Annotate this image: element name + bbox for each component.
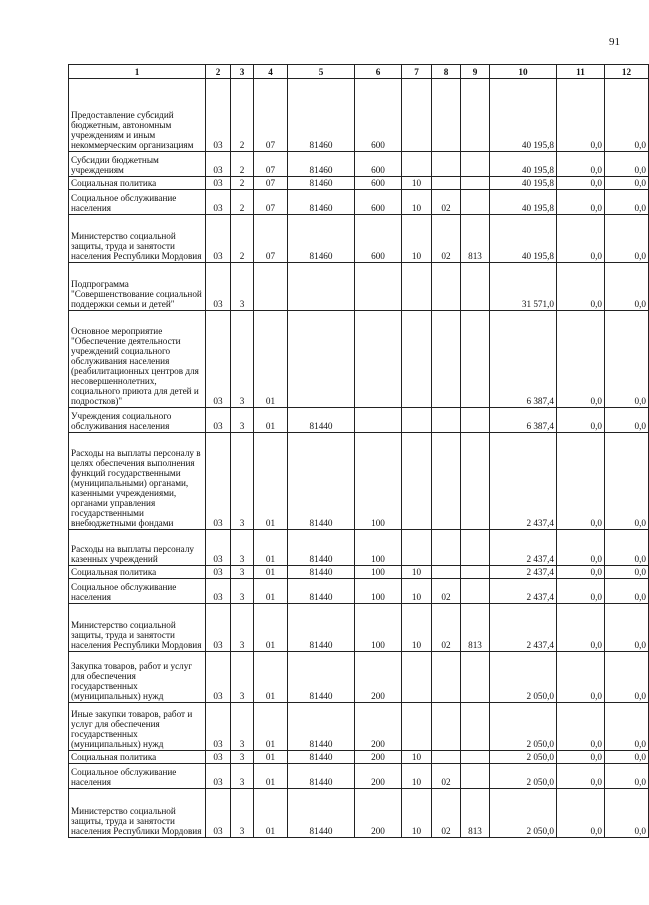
cell-col-2: 03 xyxy=(206,751,231,764)
cell-col-9 xyxy=(461,652,490,703)
cell-col-9: 813 xyxy=(461,604,490,652)
cell-col-5: 81460 xyxy=(288,177,355,190)
cell-col-8 xyxy=(432,79,461,152)
row-name-cell: Предоставление субсидий бюджетным, автономным учреждениям и иным некоммерческим организациям xyxy=(69,79,206,152)
table-row xyxy=(69,530,649,566)
cell-col-12: 0,0 xyxy=(605,703,649,751)
cell-col-4: 01 xyxy=(254,566,288,579)
cell-col-6: 100 xyxy=(355,566,402,579)
cell-col-4: 07 xyxy=(254,215,288,263)
column-header-12: 12 xyxy=(605,65,649,79)
cell-col-2: 03 xyxy=(206,652,231,703)
cell-col-6: 100 xyxy=(355,604,402,652)
cell-col-6: 200 xyxy=(355,764,402,789)
cell-col-12: 0,0 xyxy=(605,177,649,190)
cell-col-8 xyxy=(432,433,461,530)
cell-col-2: 03 xyxy=(206,79,231,152)
column-header-1: 1 xyxy=(69,65,206,79)
row-name-cell: Министерство социальной защиты, труда и занятости населения Республики Мордовия xyxy=(69,215,206,263)
cell-col-11: 0,0 xyxy=(557,579,605,604)
cell-col-10: 40 195,8 xyxy=(490,152,557,177)
table-row xyxy=(69,311,649,408)
table-row xyxy=(69,652,649,703)
cell-col-12: 0,0 xyxy=(605,311,649,408)
cell-col-7 xyxy=(402,408,432,433)
table-row xyxy=(69,604,649,652)
cell-col-10: 2 050,0 xyxy=(490,703,557,751)
cell-col-7: 10 xyxy=(402,177,432,190)
cell-col-9 xyxy=(461,311,490,408)
cell-col-9 xyxy=(461,408,490,433)
cell-col-11: 0,0 xyxy=(557,751,605,764)
cell-col-11: 0,0 xyxy=(557,79,605,152)
column-header-10: 10 xyxy=(490,65,557,79)
cell-col-12: 0,0 xyxy=(605,764,649,789)
cell-col-3: 3 xyxy=(231,311,254,408)
cell-col-12: 0,0 xyxy=(605,79,649,152)
cell-col-6: 100 xyxy=(355,530,402,566)
cell-col-7: 10 xyxy=(402,789,432,838)
row-name-cell: Социальная политика xyxy=(69,566,206,579)
cell-col-8 xyxy=(432,652,461,703)
cell-col-3: 2 xyxy=(231,152,254,177)
cell-col-10: 6 387,4 xyxy=(490,311,557,408)
cell-col-12: 0,0 xyxy=(605,408,649,433)
cell-col-8: 02 xyxy=(432,604,461,652)
table-row xyxy=(69,263,649,311)
cell-col-10: 2 437,4 xyxy=(490,433,557,530)
cell-col-11: 0,0 xyxy=(557,215,605,263)
row-name-cell: Субсидии бюджетным учреждениям xyxy=(69,152,206,177)
row-name-cell: Основное мероприятие "Обеспечение деятельности учреждений социального обслуживания населения (реабилитационных центров для несовершеннолетних, социального приюта для детей и подростков)" xyxy=(69,311,206,408)
cell-col-5: 81440 xyxy=(288,433,355,530)
cell-col-11: 0,0 xyxy=(557,177,605,190)
cell-col-8 xyxy=(432,566,461,579)
cell-col-12: 0,0 xyxy=(605,263,649,311)
cell-col-8 xyxy=(432,751,461,764)
cell-col-6 xyxy=(355,263,402,311)
column-header-6: 6 xyxy=(355,65,402,79)
cell-col-9 xyxy=(461,79,490,152)
cell-col-10: 2 050,0 xyxy=(490,652,557,703)
cell-col-4: 01 xyxy=(254,311,288,408)
cell-col-3: 3 xyxy=(231,263,254,311)
cell-col-11: 0,0 xyxy=(557,190,605,215)
cell-col-5: 81440 xyxy=(288,652,355,703)
cell-col-6: 200 xyxy=(355,703,402,751)
cell-col-12: 0,0 xyxy=(605,751,649,764)
cell-col-9 xyxy=(461,566,490,579)
cell-col-5: 81440 xyxy=(288,530,355,566)
cell-col-12: 0,0 xyxy=(605,190,649,215)
cell-col-5: 81440 xyxy=(288,764,355,789)
cell-col-6: 100 xyxy=(355,579,402,604)
cell-col-11: 0,0 xyxy=(557,152,605,177)
cell-col-3: 2 xyxy=(231,79,254,152)
row-name-cell: Учреждения социального обслуживания населения xyxy=(69,408,206,433)
cell-col-12: 0,0 xyxy=(605,566,649,579)
cell-col-3: 3 xyxy=(231,579,254,604)
cell-col-12: 0,0 xyxy=(605,579,649,604)
column-header-3: 3 xyxy=(231,65,254,79)
budget-table xyxy=(68,64,649,838)
cell-col-8 xyxy=(432,703,461,751)
cell-col-2: 03 xyxy=(206,530,231,566)
cell-col-5: 81440 xyxy=(288,604,355,652)
cell-col-8: 02 xyxy=(432,579,461,604)
cell-col-10: 40 195,8 xyxy=(490,215,557,263)
cell-col-6: 600 xyxy=(355,215,402,263)
column-header-9: 9 xyxy=(461,65,490,79)
table-row xyxy=(69,433,649,530)
cell-col-4: 07 xyxy=(254,190,288,215)
cell-col-9 xyxy=(461,177,490,190)
column-header-4: 4 xyxy=(254,65,288,79)
cell-col-4: 01 xyxy=(254,604,288,652)
cell-col-3: 3 xyxy=(231,751,254,764)
cell-col-5: 81460 xyxy=(288,190,355,215)
cell-col-12: 0,0 xyxy=(605,604,649,652)
cell-col-6: 600 xyxy=(355,177,402,190)
cell-col-2: 03 xyxy=(206,433,231,530)
cell-col-2: 03 xyxy=(206,764,231,789)
cell-col-4: 01 xyxy=(254,408,288,433)
cell-col-4: 01 xyxy=(254,652,288,703)
cell-col-9 xyxy=(461,703,490,751)
cell-col-9: 813 xyxy=(461,789,490,838)
cell-col-10: 2 437,4 xyxy=(490,604,557,652)
column-header-11: 11 xyxy=(557,65,605,79)
cell-col-12: 0,0 xyxy=(605,215,649,263)
cell-col-8 xyxy=(432,530,461,566)
row-name-cell: Социальное обслуживание населения xyxy=(69,190,206,215)
cell-col-3: 3 xyxy=(231,789,254,838)
column-header-5: 5 xyxy=(288,65,355,79)
table-row xyxy=(69,79,649,152)
row-name-cell: Расходы на выплаты персоналу в целях обеспечения выполнения функций государственными (муниципальными) органами, казенными учреждениями, органами управления государственными внебюджетными фондами xyxy=(69,433,206,530)
table-row xyxy=(69,152,649,177)
cell-col-4: 01 xyxy=(254,530,288,566)
cell-col-7: 10 xyxy=(402,764,432,789)
cell-col-9 xyxy=(461,152,490,177)
cell-col-5 xyxy=(288,263,355,311)
cell-col-2: 03 xyxy=(206,263,231,311)
cell-col-2: 03 xyxy=(206,408,231,433)
cell-col-9 xyxy=(461,190,490,215)
cell-col-5: 81440 xyxy=(288,703,355,751)
cell-col-4 xyxy=(254,263,288,311)
row-name-cell: Социальное обслуживание населения xyxy=(69,579,206,604)
table-row xyxy=(69,566,649,579)
header-row xyxy=(69,65,649,79)
cell-col-7: 10 xyxy=(402,751,432,764)
table-row xyxy=(69,703,649,751)
row-name-cell: Социальное обслуживание населения xyxy=(69,764,206,789)
cell-col-10: 2 437,4 xyxy=(490,530,557,566)
cell-col-12: 0,0 xyxy=(605,152,649,177)
table-body xyxy=(69,79,649,838)
table-row xyxy=(69,190,649,215)
cell-col-9 xyxy=(461,764,490,789)
cell-col-7 xyxy=(402,433,432,530)
cell-col-4: 01 xyxy=(254,433,288,530)
cell-col-7 xyxy=(402,263,432,311)
table-row xyxy=(69,408,649,433)
cell-col-10: 6 387,4 xyxy=(490,408,557,433)
row-name-cell: Социальная политика xyxy=(69,751,206,764)
cell-col-7 xyxy=(402,703,432,751)
cell-col-8 xyxy=(432,177,461,190)
cell-col-9 xyxy=(461,530,490,566)
cell-col-2: 03 xyxy=(206,152,231,177)
row-name-cell: Расходы на выплаты персоналу казенных учреждений xyxy=(69,530,206,566)
cell-col-8: 02 xyxy=(432,764,461,789)
cell-col-7: 10 xyxy=(402,604,432,652)
table-row xyxy=(69,579,649,604)
cell-col-5: 81440 xyxy=(288,566,355,579)
cell-col-2: 03 xyxy=(206,604,231,652)
cell-col-6 xyxy=(355,311,402,408)
cell-col-10: 40 195,8 xyxy=(490,190,557,215)
cell-col-2: 03 xyxy=(206,190,231,215)
cell-col-11: 0,0 xyxy=(557,566,605,579)
cell-col-10: 40 195,8 xyxy=(490,177,557,190)
cell-col-8: 02 xyxy=(432,789,461,838)
page-number: 91 xyxy=(609,36,620,48)
cell-col-7 xyxy=(402,152,432,177)
cell-col-4: 01 xyxy=(254,789,288,838)
cell-col-2: 03 xyxy=(206,215,231,263)
cell-col-9 xyxy=(461,579,490,604)
cell-col-8: 02 xyxy=(432,215,461,263)
cell-col-7: 10 xyxy=(402,190,432,215)
cell-col-6: 200 xyxy=(355,789,402,838)
row-name-cell: Министерство социальной защиты, труда и занятости населения Республики Мордовия xyxy=(69,604,206,652)
cell-col-6: 200 xyxy=(355,652,402,703)
cell-col-5: 81460 xyxy=(288,215,355,263)
table-row xyxy=(69,764,649,789)
cell-col-10: 2 437,4 xyxy=(490,566,557,579)
cell-col-3: 2 xyxy=(231,190,254,215)
cell-col-7: 10 xyxy=(402,566,432,579)
cell-col-6 xyxy=(355,408,402,433)
cell-col-8 xyxy=(432,311,461,408)
cell-col-4: 01 xyxy=(254,764,288,789)
row-name-cell: Подпрограмма "Совершенствование социальной поддержки семьи и детей" xyxy=(69,263,206,311)
cell-col-3: 3 xyxy=(231,408,254,433)
cell-col-9 xyxy=(461,751,490,764)
column-header-2: 2 xyxy=(206,65,231,79)
cell-col-5: 81440 xyxy=(288,579,355,604)
column-header-8: 8 xyxy=(432,65,461,79)
cell-col-5: 81440 xyxy=(288,751,355,764)
cell-col-12: 0,0 xyxy=(605,433,649,530)
cell-col-3: 3 xyxy=(231,604,254,652)
row-name-cell: Иные закупки товаров, работ и услуг для обеспечения государственных (муниципальных) нужд xyxy=(69,703,206,751)
cell-col-10: 40 195,8 xyxy=(490,79,557,152)
cell-col-6: 100 xyxy=(355,433,402,530)
cell-col-11: 0,0 xyxy=(557,703,605,751)
cell-col-4: 07 xyxy=(254,79,288,152)
cell-col-4: 07 xyxy=(254,177,288,190)
cell-col-7: 10 xyxy=(402,579,432,604)
cell-col-6: 200 xyxy=(355,751,402,764)
cell-col-4: 01 xyxy=(254,703,288,751)
cell-col-4: 07 xyxy=(254,152,288,177)
cell-col-9 xyxy=(461,263,490,311)
cell-col-8: 02 xyxy=(432,190,461,215)
cell-col-11: 0,0 xyxy=(557,652,605,703)
cell-col-10: 2 050,0 xyxy=(490,751,557,764)
row-name-cell: Министерство социальной защиты, труда и занятости населения Республики Мордовия xyxy=(69,789,206,838)
cell-col-7 xyxy=(402,311,432,408)
cell-col-3: 3 xyxy=(231,764,254,789)
cell-col-3: 3 xyxy=(231,652,254,703)
cell-col-3: 3 xyxy=(231,703,254,751)
cell-col-10: 2 050,0 xyxy=(490,789,557,838)
cell-col-10: 2 050,0 xyxy=(490,764,557,789)
cell-col-11: 0,0 xyxy=(557,311,605,408)
cell-col-6: 600 xyxy=(355,152,402,177)
cell-col-9: 813 xyxy=(461,215,490,263)
cell-col-11: 0,0 xyxy=(557,408,605,433)
cell-col-2: 03 xyxy=(206,177,231,190)
cell-col-12: 0,0 xyxy=(605,530,649,566)
cell-col-4: 01 xyxy=(254,579,288,604)
cell-col-11: 0,0 xyxy=(557,433,605,530)
cell-col-6: 600 xyxy=(355,79,402,152)
cell-col-5: 81460 xyxy=(288,79,355,152)
cell-col-3: 3 xyxy=(231,530,254,566)
cell-col-4: 01 xyxy=(254,751,288,764)
cell-col-2: 03 xyxy=(206,579,231,604)
cell-col-12: 0,0 xyxy=(605,789,649,838)
cell-col-7 xyxy=(402,530,432,566)
cell-col-5: 81460 xyxy=(288,152,355,177)
cell-col-11: 0,0 xyxy=(557,530,605,566)
cell-col-3: 3 xyxy=(231,433,254,530)
cell-col-5: 81440 xyxy=(288,408,355,433)
cell-col-3: 2 xyxy=(231,177,254,190)
cell-col-11: 0,0 xyxy=(557,789,605,838)
cell-col-8 xyxy=(432,408,461,433)
cell-col-6: 600 xyxy=(355,190,402,215)
cell-col-2: 03 xyxy=(206,789,231,838)
row-name-cell: Социальная политика xyxy=(69,177,206,190)
cell-col-3: 3 xyxy=(231,566,254,579)
table-row xyxy=(69,751,649,764)
cell-col-11: 0,0 xyxy=(557,604,605,652)
cell-col-7 xyxy=(402,79,432,152)
column-header-7: 7 xyxy=(402,65,432,79)
cell-col-8 xyxy=(432,152,461,177)
cell-col-10: 31 571,0 xyxy=(490,263,557,311)
cell-col-2: 03 xyxy=(206,311,231,408)
row-name-cell: Закупка товаров, работ и услуг для обеспечения государственных (муниципальных) нужд xyxy=(69,652,206,703)
table-row xyxy=(69,789,649,838)
cell-col-7: 10 xyxy=(402,215,432,263)
cell-col-8 xyxy=(432,263,461,311)
table-row xyxy=(69,215,649,263)
cell-col-2: 03 xyxy=(206,566,231,579)
cell-col-12: 0,0 xyxy=(605,652,649,703)
cell-col-2: 03 xyxy=(206,703,231,751)
cell-col-9 xyxy=(461,433,490,530)
table-row xyxy=(69,177,649,190)
cell-col-11: 0,0 xyxy=(557,263,605,311)
cell-col-11: 0,0 xyxy=(557,764,605,789)
cell-col-3: 2 xyxy=(231,215,254,263)
cell-col-5 xyxy=(288,311,355,408)
cell-col-10: 2 437,4 xyxy=(490,579,557,604)
cell-col-7 xyxy=(402,652,432,703)
cell-col-5: 81440 xyxy=(288,789,355,838)
